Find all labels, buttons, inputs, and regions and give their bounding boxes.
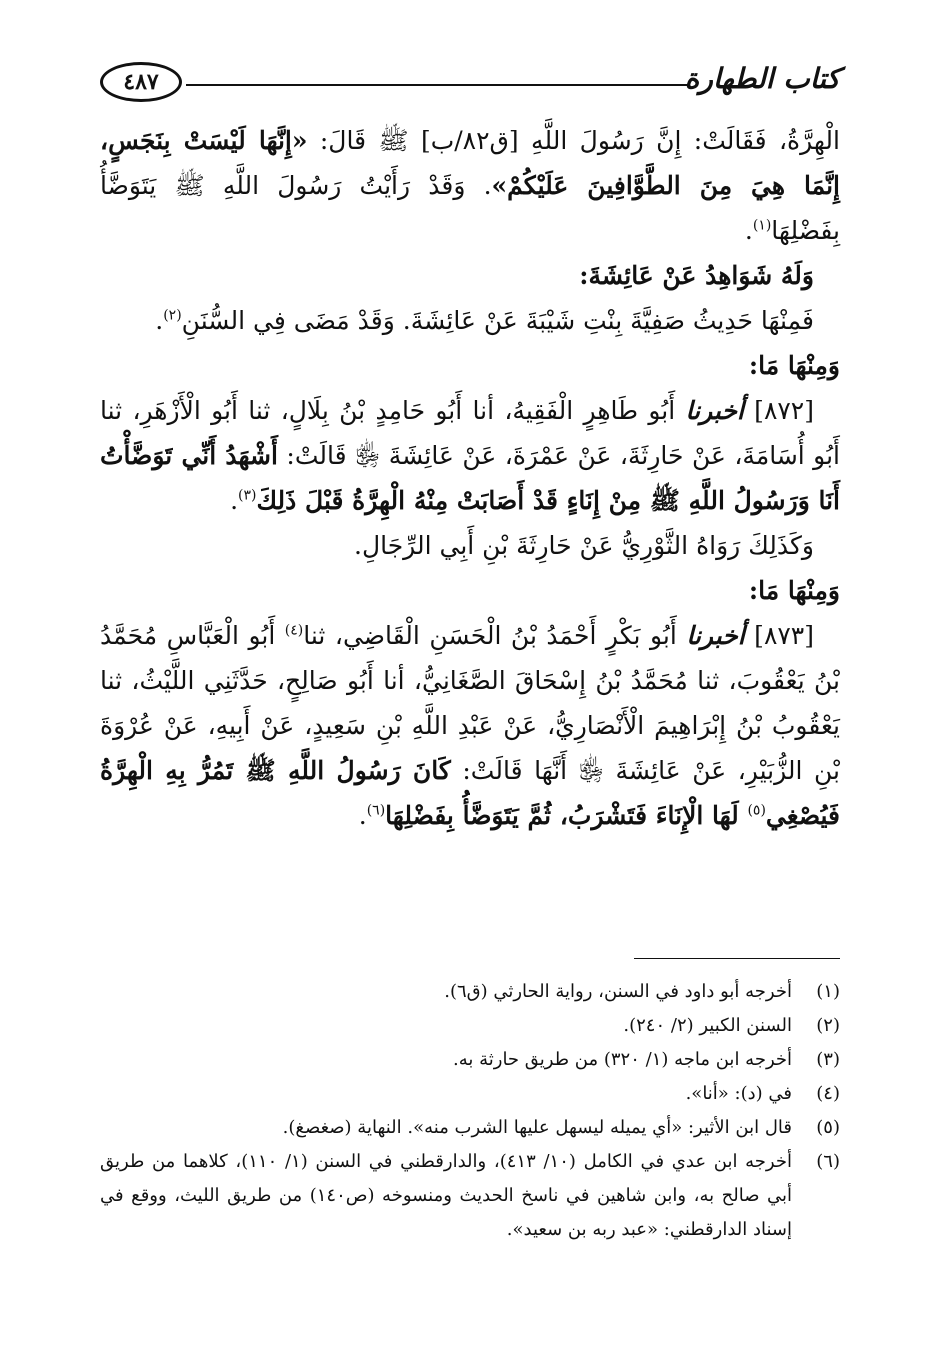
isnad: أَبُو بَكْرٍ أَحْمَدُ بْنُ الْحَسَنِ الْقَاضِي، ثنا [303, 621, 687, 650]
book-title: كتاب الطهارة [684, 62, 840, 95]
footnote-text: أخرجه ابن عدي في الكامل (١٠/ ٤١٣)، والدارقطني في السنن (١/ ١١٠)، كلاهما من طريق أبي صالح به، وابن شاهين في ناسخ الحديث ومنسوخه (ص١٤٠) من طريق الليث، ووقع في إسناد الدارقطني: «عبد ربه بن سعيد». [100, 1151, 793, 1240]
hadith-number: [٨٧٢] [743, 396, 815, 425]
footnote-text: في (د): «أنا». [685, 1083, 792, 1104]
isnad: أَبُو طَاهِرٍ الْفَقِيهُ، أنا أَبُو حَامِدٍ بْنُ بِلَالٍ، ثنا أَبُو الْأَزْهَرِ، ثنا أَبُو أُسَامَةَ، عَنْ حَارِثَةَ، عَنْ عَمْرَةَ، عَنْ عَائِشَةَ ﵂ قَالَتْ: [100, 396, 840, 470]
hadith-quote: لَهَا الْإِنَاءَ فَتَشْرَبُ، ثُمَّ يَتَوَضَّأُ بِفَضْلِهَا [385, 801, 748, 830]
footnote [100, 1145, 840, 1247]
footnote-number: (٦) [816, 1151, 840, 1172]
footnote [100, 1009, 840, 1043]
text-span: فَمِنْهَا حَدِيثُ صَفِيَّةَ بِنْتِ شَيْبَةَ عَنْ عَائِشَةَ. وَقَدْ مَضَى فِي السُّنَنِ [181, 306, 814, 335]
text-span: . [744, 216, 753, 245]
hadith-quote: «إِنَّهَا لَيْسَتْ بِنَجَسٍ، إِنَّمَا هِيَ مِنَ الطَّوَّافِينَ عَلَيْكُمْ» [100, 126, 840, 200]
footnote [100, 1043, 840, 1077]
header-rule [186, 84, 690, 86]
footnote-number: (١) [816, 981, 840, 1002]
section-heading: وَلَهُ شَوَاهِدُ عَنْ عَائِشَةَ: [579, 261, 814, 290]
paragraph-3: وَكَذَلِكَ رَوَاهُ الثَّوْرِيُّ عَنْ حَارِثَةَ بْنِ أَبِي الرِّجَالِ. [354, 531, 814, 560]
footnote-number: (٢) [816, 1015, 840, 1036]
akhbarana: أخبرنا [686, 621, 745, 650]
footnote [100, 1111, 840, 1145]
footnote-number: (٣) [816, 1049, 840, 1070]
footnotes [100, 975, 840, 1247]
main-text [100, 118, 840, 838]
akhbarana: أخبرنا [685, 396, 744, 425]
hadith-873 [100, 613, 840, 838]
text-span: . وَقَدْ رَأَيْتُ رَسُولَ اللَّهِ ﷺ يَتَوَضَّأُ بِفَضْلِهَا [100, 171, 840, 245]
footnote-ref: (٤) [284, 622, 304, 639]
footnote [100, 975, 840, 1009]
footnote-text: قال ابن الأثير: «أي يميله ليسهل عليها الشرب منه». النهاية (صغصغ). [282, 1117, 792, 1138]
paragraph-2 [100, 298, 840, 343]
text-span: . [358, 801, 367, 830]
paragraph-1 [100, 118, 840, 253]
section-heading: وَمِنْهَا مَا: [748, 576, 840, 605]
isnad: أَبُو الْعَبَّاسِ مُحَمَّدُ بْنُ يَعْقُوبَ، ثنا مُحَمَّدُ بْنُ إِسْحَاقَ الصَّغَانِيُّ، أنا أَبُو صَالِحٍ، حَدَّثَنِي اللَّيْثُ، ثنا يَعْقُوبُ بْنُ إِبْرَاهِيمَ الْأَنْصَارِيُّ، عَنْ عَبْدِ اللَّهِ بْنِ سَعِيدٍ، عَنْ أَبِيهِ، عَنْ عُرْوَةَ بْنِ الزُّبَيْرِ، عَنْ عَائِشَةَ ﵂ أَنَّهَا قَالَتْ: [100, 621, 841, 785]
hadith-quote: أَشْهَدُ أَنِّي تَوَضَّأْتُ أَنَا وَرَسُولُ اللَّهِ ﷺ مِنْ إِنَاءٍ قَدْ أَصَابَتْ مِنْهُ الْهِرَّةُ قَبْلَ ذَلِكَ [100, 441, 840, 515]
footnote-text: أخرجه ابن ماجه (١/ ٣٢٠) من طريق حارثة به. [452, 1049, 792, 1070]
footnote-text: السنن الكبير (٢/ ٢٤٠). [623, 1015, 792, 1036]
footnote-ref: (٦) [366, 802, 386, 819]
footnote-ref: (٥) [747, 802, 766, 819]
page-number: ٤٨٧ [100, 62, 182, 102]
footnote-number: (٥) [816, 1117, 840, 1138]
text-span: الْهِرَّةُ، فَقَالَتْ: إِنَّ رَسُولَ اللَّهِ [ق٨٢/ب] ﷺ قَالَ: [307, 126, 840, 155]
footnote-ref: (٣) [238, 487, 257, 504]
footnote-rule [634, 958, 840, 959]
hadith-number: [٨٧٣] [744, 621, 814, 650]
text-span: . [230, 486, 239, 515]
hadith-quote: كَانَ رَسُولُ اللَّهِ ﷺ تَمُرُّ بِهِ الْهِرَّةُ فَيُصْغِي [100, 756, 840, 830]
text-span: . [155, 306, 164, 335]
footnote-ref: (٢) [163, 307, 182, 324]
footnote-ref: (١) [752, 217, 772, 234]
section-heading: وَمِنْهَا مَا: [748, 351, 840, 380]
footnote-number: (٤) [816, 1083, 840, 1104]
footnote-text: أخرجه أبو داود في السنن، رواية الحارثي (ق٦). [444, 981, 792, 1002]
hadith-872 [100, 388, 840, 523]
footnote [100, 1077, 840, 1111]
page-header [100, 60, 840, 110]
